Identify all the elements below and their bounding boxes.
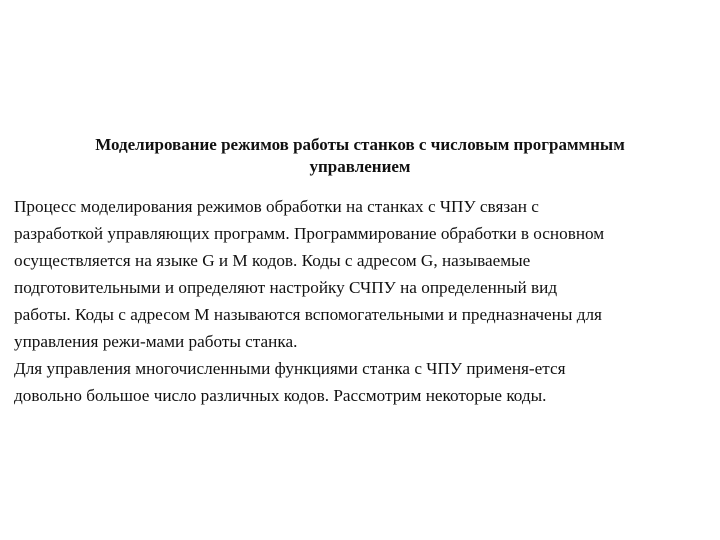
body-line: подготовительными и определяют настройку СЧПУ на определенный вид xyxy=(14,278,558,297)
body-line: управления режи-мами работы станка. xyxy=(14,332,298,351)
slide-body-text xyxy=(14,193,714,409)
body-line: осуществляется на языке G и М кодов. Коды с адресом G, называемые xyxy=(14,251,531,270)
body-line: работы. Коды с адресом М называются вспомогательными и предназначены для xyxy=(14,305,602,324)
title-line: Моделирование режимов работы станков с числовым программным xyxy=(95,135,625,154)
body-line: разработкой управляющих программ. Программирование обработки в основном xyxy=(14,224,605,243)
body-line: Процесс моделирования режимов обработки на станках с ЧПУ связан с xyxy=(14,197,539,216)
body-line: Для управления многочисленными функциями станка с ЧПУ применя-ется xyxy=(14,359,566,378)
slide-title xyxy=(30,134,690,178)
title-line: управлением xyxy=(309,157,411,176)
body-line: довольно большое число различных кодов. Рассмотрим некоторые коды. xyxy=(14,386,547,405)
